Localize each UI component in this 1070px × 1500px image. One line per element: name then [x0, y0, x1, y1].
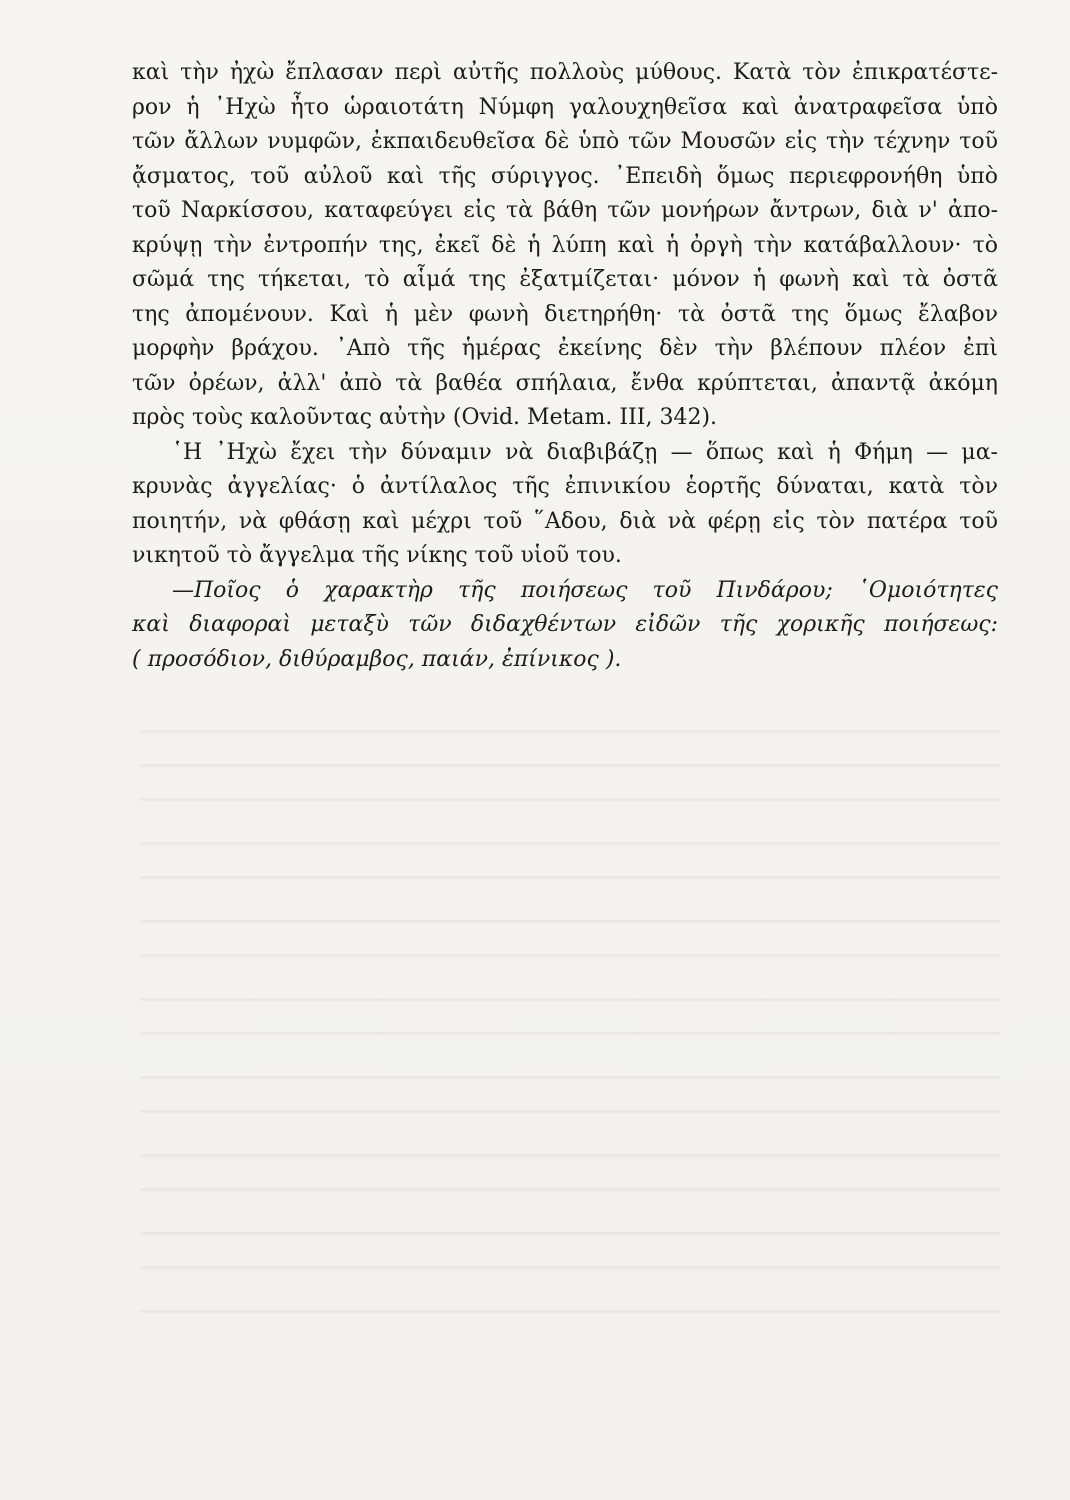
- text-line: ποιητήν, νὰ φθάσῃ καὶ μέχρι τοῦ ῞Αδου, διὰ νὰ φέρῃ εἰς τὸν πατέρα τοῦ: [132, 508, 998, 534]
- bleed-through-line: [140, 730, 1000, 733]
- text-line: ᾄσματος, τοῦ αὐλοῦ καὶ τῆς σύριγγος. ᾿Επειδὴ ὅμως περιεφρονήθη ὑπὸ: [132, 163, 998, 189]
- text-line: τῶν ὀρέων, ἀλλ' ἀπὸ τὰ βαθέα σπήλαια, ἔνθα κρύπτεται, ἀπαντᾷ ἀκόμη: [132, 370, 998, 396]
- question-line: καὶ διαφοραὶ μεταξὺ τῶν διδαχθέντων εἰδῶν τῆς χορικῆς ποιήσεως:: [132, 612, 998, 637]
- bleed-through-line: [140, 1266, 1000, 1269]
- bleed-through-line: [140, 1076, 1000, 1079]
- bleed-through-line: [140, 798, 1000, 801]
- text-line: τοῦ Ναρκίσσου, καταφεύγει εἰς τὰ βάθη τῶν μονήρων ἄντρων, διὰ ν' ἀπο-: [132, 198, 998, 223]
- text-line: τῶν ἄλλων νυμφῶν, ἐκπαιδευθεῖσα δὲ ὑπὸ τῶν Μουσῶν εἰς τὴν τέχνην τοῦ: [132, 129, 998, 154]
- bleed-through-line: [140, 1188, 1000, 1191]
- text-line: σῶμά της τήκεται, τὸ αἷμά της ἐξατμίζεται· μόνον ἡ φωνὴ καὶ τὰ ὀστᾶ: [132, 267, 998, 292]
- bleed-through-line: [140, 1232, 1000, 1235]
- text-line: ρον ἡ ᾿Ηχὼ ἦτο ὡραιοτάτη Νύμφη γαλουχηθεῖσα καὶ ἀνατραφεῖσα ὑπὸ: [132, 94, 998, 120]
- bleed-through-line: [140, 998, 1000, 1001]
- question-line: ( προσόδιον, διθύραμβος, παιάν, ἐπίνικος ).: [132, 646, 622, 672]
- text-line: ῾Η ᾿Ηχὼ ἔχει τὴν δύναμιν νὰ διαβιβάζῃ — ὅπως καὶ ἡ Φήμη — μα-: [172, 439, 998, 465]
- bleed-through-line: [140, 1032, 1000, 1035]
- text-line: κρυνὰς ἀγγελίας· ὁ ἀντίλαλος τῆς ἐπινικίου ἑορτῆς δύναται, κατὰ τὸν: [132, 474, 998, 499]
- bleed-through-line: [140, 1110, 1000, 1113]
- bleed-through-line: [140, 954, 1000, 957]
- text-line: κρύψῃ τὴν ἐντροπήν της, ἐκεῖ δὲ ἡ λύπη καὶ ἡ ὀργὴ τὴν κατάβαλλουν· τὸ: [132, 232, 998, 258]
- bleed-through-line: [140, 764, 1000, 767]
- bleed-through-line: [140, 920, 1000, 923]
- text-line: μορφὴν βράχου. ᾿Απὸ τῆς ἡμέρας ἐκείνης δὲν τὴν βλέπουν πλέον ἐπὶ: [132, 336, 998, 361]
- text-line: πρὸς τοὺς καλοῦντας αὐτὴν (Ovid. Metam. III, 342).: [132, 405, 718, 430]
- text-line: της ἀπομένουν. Καὶ ἡ μὲν φωνὴ διετηρήθη· τὰ ὀστᾶ της ὅμως ἔλαβον: [132, 301, 998, 327]
- bleed-through-line: [140, 876, 1000, 879]
- bleed-through-line: [140, 1310, 1000, 1313]
- text-line: καὶ τὴν ἠχὼ ἔπλασαν περὶ αὐτῆς πολλοὺς μύθους. Κατὰ τὸν ἐπικρατέστε-: [132, 60, 998, 85]
- body-text: [132, 56, 998, 677]
- text-line: νικητοῦ τὸ ἄγγελμα τῆς νίκης τοῦ υἱοῦ του.: [132, 543, 622, 568]
- bleed-through-line: [140, 1154, 1000, 1157]
- bleed-through-line: [140, 842, 1000, 845]
- question-line: —Ποῖος ὁ χαρακτὴρ τῆς ποιήσεως τοῦ Πινδάρου; ῾Ομοιότητες: [172, 577, 998, 603]
